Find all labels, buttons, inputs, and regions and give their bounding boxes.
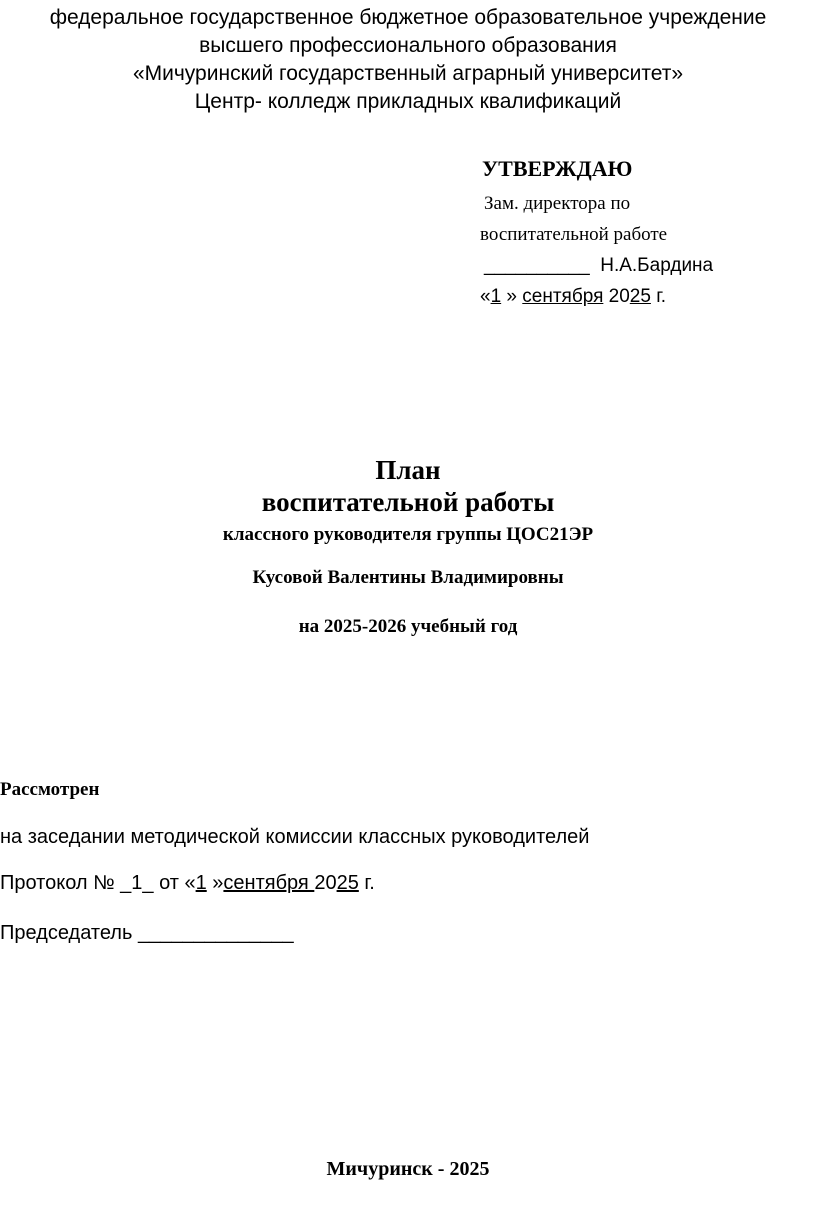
plan-group-line: классного руководителя группы ЦОС21ЭР <box>222 524 594 545</box>
approval-position-line-2: воспитательной работе <box>480 224 668 245</box>
protocol-year-unit: г. <box>358 872 375 894</box>
approval-block <box>480 152 713 312</box>
approval-signature-line <box>480 250 713 281</box>
protocol-label: Протокол № <box>0 872 121 894</box>
plan-teacher: Кусовой Валентины Владимировны <box>252 567 564 588</box>
plan-period: на 2025-2026 учебный год <box>298 616 518 637</box>
protocol-day: 1 <box>195 872 207 894</box>
chairman-label: Председатель <box>0 922 138 944</box>
protocol-year-prefix: 20 <box>314 872 337 894</box>
approval-title: УТВЕРЖДАЮ <box>482 156 633 181</box>
signature-blank: __________ <box>484 255 590 276</box>
approval-position-line-1: Зам. директора по <box>484 193 631 214</box>
approval-signatory: Н.А.Бардина <box>600 255 714 276</box>
protocol-quote-close: » <box>206 872 224 894</box>
review-heading: Рассмотрен <box>0 779 100 800</box>
institution-header <box>0 4 816 116</box>
chairman-blank: ______________ <box>137 922 294 944</box>
approval-day: 1 <box>490 286 502 307</box>
approval-month: сентября <box>522 286 604 307</box>
approval-date <box>480 281 713 312</box>
review-chairman <box>0 922 294 945</box>
protocol-year-suffix: 25 <box>336 872 359 894</box>
approval-year-unit: г. <box>650 286 667 307</box>
protocol-month: сентября <box>223 872 315 894</box>
date-close-quote: » <box>501 286 523 307</box>
city-year: Мичуринск - 2025 <box>326 1158 490 1180</box>
date-open-quote: « <box>480 286 491 307</box>
approval-year-suffix: 25 <box>629 286 651 307</box>
protocol-from: от « <box>153 872 196 894</box>
header-line-2: высшего профессионального образования <box>199 34 617 57</box>
header-line-3: «Мичуринский государственный аграрный университет» <box>132 62 684 85</box>
header-line-4: Центр- колледж прикладных квалификаций <box>194 90 622 113</box>
approval-year-prefix: 20 <box>603 286 630 307</box>
review-protocol <box>0 872 375 895</box>
plan-subtitle: воспитательной работы <box>261 487 555 517</box>
plan-title: План <box>375 455 441 485</box>
header-line-1: федеральное государственное бюджетное образовательное учреждение <box>49 6 767 29</box>
review-commission: на заседании методической комиссии классных руководителей <box>0 826 590 848</box>
protocol-number: _1_ <box>120 872 154 894</box>
